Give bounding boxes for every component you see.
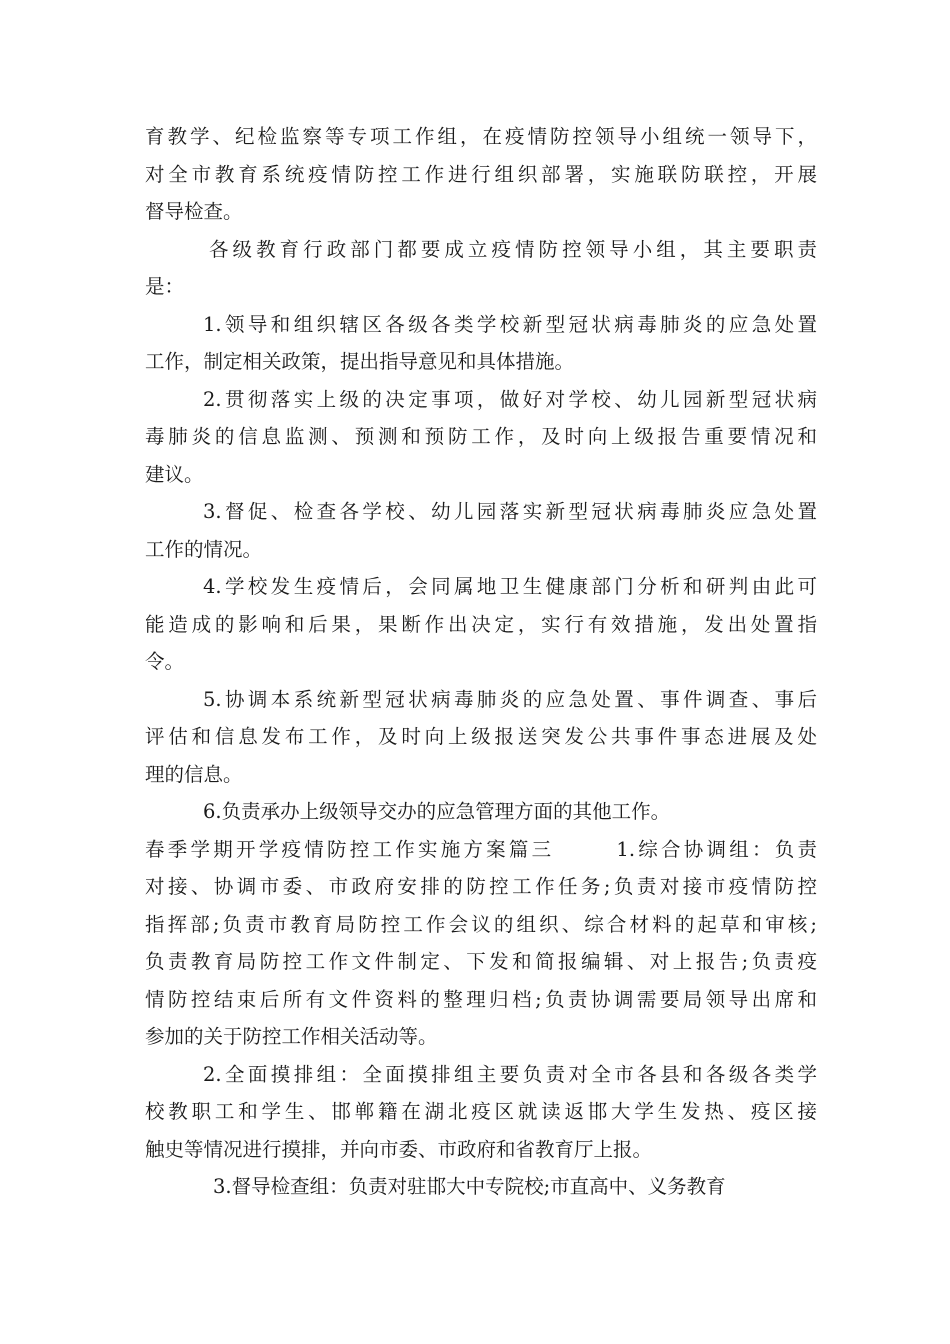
text-line: 建议。	[145, 462, 204, 486]
paragraph	[145, 681, 817, 794]
text-line: 评估和信息发布工作，及时向上级报送突发公共事件事态进展及处	[145, 725, 817, 748]
text-line: 育教学、纪检监察等专项工作组，在疫情防控领导小组统一领导下，	[145, 125, 817, 148]
paragraph	[145, 568, 817, 681]
text-line: 1.领导和组织辖区各级各类学校新型冠状病毒肺炎的应急处置	[203, 312, 817, 336]
text-line: 4.学校发生疫情后，会同属地卫生健康部门分析和研判由此可	[203, 575, 817, 598]
text-line: 情防控结束后所有文件资料的整理归档;负责协调需要局领导出席和	[145, 987, 817, 1011]
document-body	[145, 118, 817, 831]
paragraph	[145, 1168, 817, 1206]
text-line: 工作，制定相关政策，提出指导意见和具体措施。	[145, 350, 575, 373]
text-line: 2.贯彻落实上级的决定事项，做好对学校、幼儿园新型冠状病	[203, 387, 817, 411]
section-heading-line	[145, 831, 817, 869]
paragraph	[145, 306, 817, 381]
text-line: 毒肺炎的信息监测、预测和预防工作，及时向上级报告重要情况和	[145, 425, 817, 448]
document-body-continued	[145, 1056, 817, 1206]
text-line: 是：	[145, 275, 185, 298]
text-line: 触史等情况进行摸排，并向市委、市政府和省教育厅上报。	[145, 1137, 653, 1161]
text-line: 工作的情况。	[145, 537, 263, 561]
text-line: 3.督导检查组：负责对驻邯大中专院校;市直高中、义务教育	[213, 1175, 726, 1198]
text-line: 6.负责承办上级领导交办的应急管理方面的其他工作。	[203, 800, 671, 823]
paragraph	[145, 493, 817, 568]
section-body	[145, 868, 817, 1056]
text-line: 各级教育行政部门都要成立疫情防控领导小组，其主要职责	[209, 237, 817, 261]
paragraph	[145, 118, 817, 231]
text-line: 2.全面摸排组：全面摸排组主要负责对全市各县和各级各类学	[203, 1062, 817, 1086]
text-line: 负责教育局防控工作文件制定、下发和简报编辑、对上报告;负责疫	[145, 950, 817, 973]
paragraph	[145, 381, 817, 494]
section-first-line-text: 1.综合协调组：负责	[616, 837, 817, 861]
text-line: 5.协调本系统新型冠状病毒肺炎的应急处置、事件调查、事后	[203, 687, 817, 711]
text-line: 督导检查。	[145, 200, 243, 223]
text-line: 对接、协调市委、市政府安排的防控工作任务;负责对接市疫情防控	[145, 875, 817, 898]
text-line: 令。	[145, 650, 185, 673]
text-line: 3.督促、检查各学校、幼儿园落实新型冠状病毒肺炎应急处置	[203, 500, 817, 523]
text-line: 理的信息。	[145, 762, 243, 786]
text-line: 对全市教育系统疫情防控工作进行组织部署，实施联防联控，开展	[145, 162, 817, 186]
paragraph	[145, 1056, 817, 1169]
section-heading: 春季学期开学疫情防控工作实施方案篇三	[145, 837, 555, 861]
paragraph	[145, 793, 817, 831]
paragraph	[145, 231, 817, 306]
text-line: 校教职工和学生、邯郸籍在湖北疫区就读返邯大学生发热、疫区接	[145, 1100, 817, 1123]
document-page	[145, 118, 817, 1206]
text-line: 指挥部;负责市教育局防控工作会议的组织、综合材料的起草和审核;	[145, 912, 817, 936]
text-line: 参加的关于防控工作相关活动等。	[145, 1025, 438, 1048]
text-line: 能造成的影响和后果，果断作出决定，实行有效措施，发出处置指	[145, 612, 817, 636]
